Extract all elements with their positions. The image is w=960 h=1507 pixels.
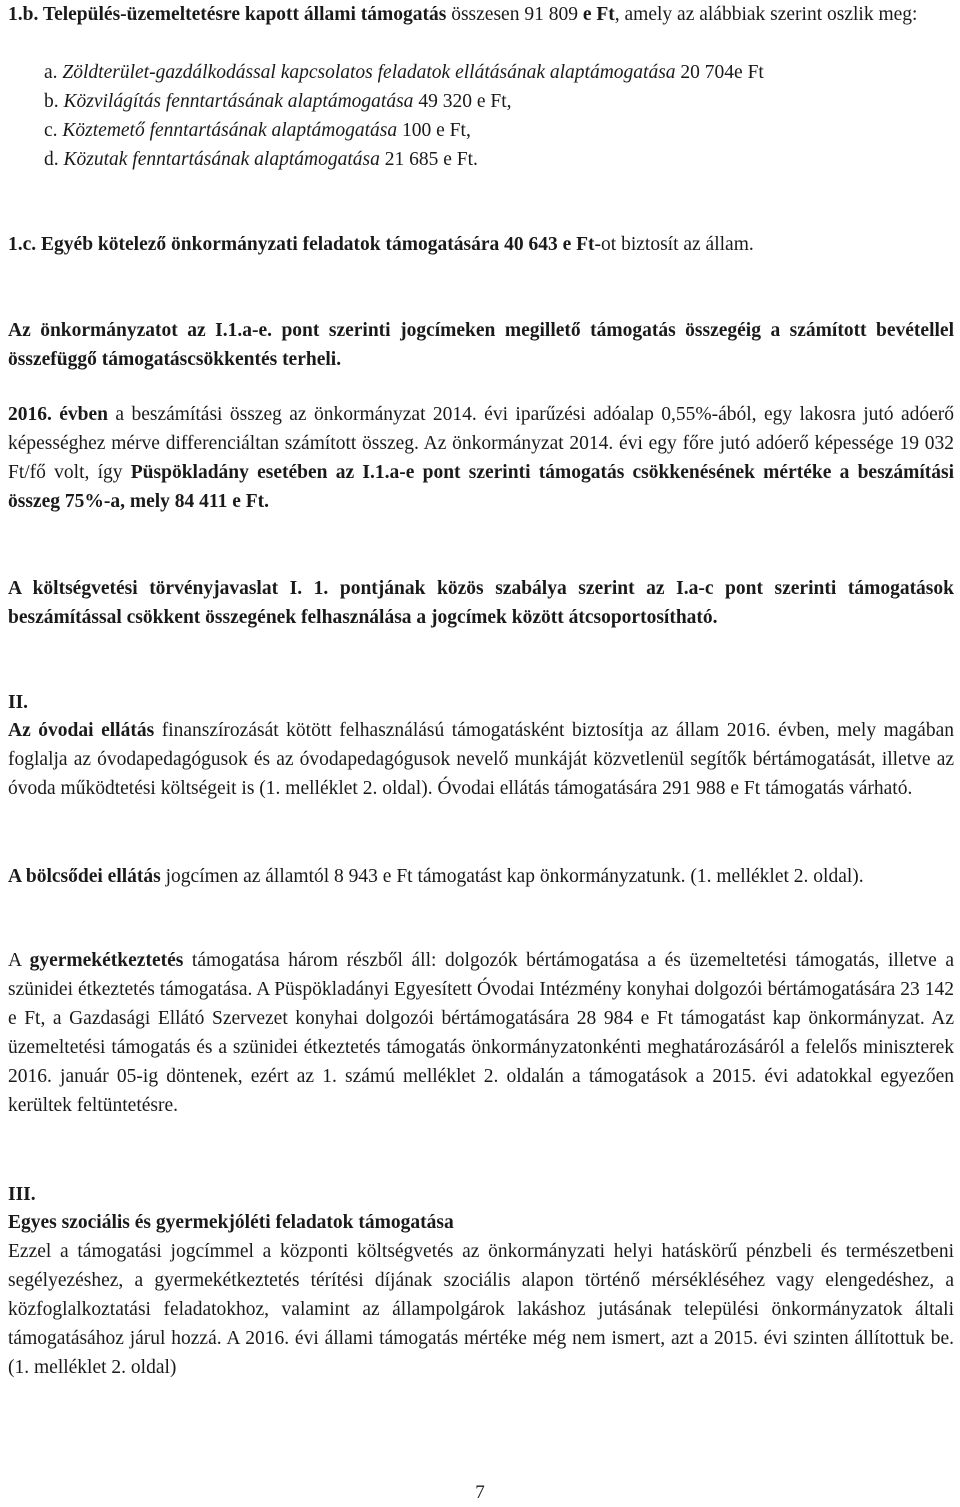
section-1c: 1.c. Egyéb kötelező önkormányzati feladatok támogatására 40 643 e Ft-ot biztosít az állam. (8, 234, 754, 255)
list-item: b. Közvilágítás fenntartásának alaptámogatása 49 320 e Ft, (44, 91, 512, 112)
section-1b-intro (8, 0, 954, 29)
nursery-paragraph: A bölcsődei ellátás jogcímen az államtól 8 943 e Ft támogatást kap önkormányzatunk. (1. melléklet 2. oldal). (8, 866, 864, 887)
list-item: a. Zöldterület-gazdálkodással kapcsolatos feladatok ellátásának alaptámogatása 20 704e Ft (44, 62, 764, 83)
section-1b-tail: , amely az alábbiak szerint oszlik meg: (614, 4, 918, 25)
calc-paragraph: 2016. évben a beszámítási összeg az önkormányzat 2014. évi iparűzési adóalap 0,55%-ából, egy lakosra jutó adóerő képességhez mérve differenciáltan számított összeg. Az önkormányzat 2014. évi egy főre jutó adóerő képessége 19 032 Ft/fő volt, így Püspökladány esetében az I.1.a-e pont szerinti támogatás csökkenésének mértéke a beszámítási összeg 75%-a, mely 84 411 e Ft. (8, 404, 955, 512)
section-II-heading: II. (8, 692, 29, 713)
page-number: 7 (475, 1482, 485, 1503)
list-item: c. Köztemető fenntartásának alaptámogatása 100 e Ft, (44, 120, 471, 141)
child-meals-paragraph: A gyermekétkeztetés támogatása három részből áll: dolgozók bértámogatása a és üzemeltetési támogatás, illetve a szünidei étkeztetés támogatása. A Püspökladányi Egyesített Óvodai Intézmény konyhai dolgozói bértámogatására 23 142 e Ft, a Gazdasági Ellátó Szervezet konyhai dolgozói bértámogatására 28 984 e Ft támogatást kap önkormányzat. Az üzemeltetési támogatás és a szünidei étkeztetés támogatás önkormányzatonkénti meghatározásáról a felelős miniszterek 2016. január 05-ig döntenek, ezért az 1. számú melléklet 2. oldalán a támogatások a 2015. évi adatokkal egyezően kerültek feltüntetésre. (8, 950, 954, 1116)
section-1b-lead: 1.b. Település-üzemeltetésre kapott állami támogatás (8, 4, 447, 25)
section-III-subheading: Egyes szociális és gyermekjóléti feladatok támogatása (8, 1212, 454, 1233)
section-1b-unit: e Ft (582, 4, 615, 25)
deduction-paragraph: Az önkormányzatot az I.1.a-e. pont szerinti jogcímeken megillető támogatás összegéig a számított bevétellel összefüggő támogatáscsökkentés terheli. (8, 320, 954, 370)
section-III-heading: III. (8, 1184, 36, 1205)
list-item: d. Közutak fenntartásának alaptámogatása 21 685 e Ft. (44, 149, 478, 170)
budget-bill-paragraph: A költségvetési törvényjavaslat I. 1. pontjának közös szabálya szerint az I.a-c pont szerinti támogatások beszámítással csökkent összegének felhasználása a jogcímek között átcsoportosítható. (8, 578, 954, 628)
section-1b-total: összesen 91 809 (446, 4, 583, 25)
kindergarten-paragraph: Az óvodai ellátás finanszírozását kötött felhasználású támogatásként biztosítja az állam 2016. évben, mely magában foglalja az óvodapedagógusok és az óvodapedagógusok nevelő munkáját közvetlenül segítők bértámogatását, illetve az óvoda működtetési költségeit is (1. melléklet 2. oldal). Óvodai ellátás támogatására 291 988 e Ft támogatás várható. (8, 720, 954, 799)
section-1b-list (44, 58, 954, 174)
social-support-paragraph: Ezzel a támogatási jogcímmel a központi költségvetés az önkormányzati helyi hatáskörű pénzbeli és természetbeni segélyezéshez, a gyermekétkeztetés térítési díjának szociális alapon történő mérsékléséhez vagy elengedéshez, a közfoglalkoztatási feladatokhoz, valamint az állampolgárok lakáshoz jutásának települési önkormányzatok általi támogatásához járul hozzá. A 2016. évi állami támogatás mértéke még nem ismert, azt a 2015. évi szinten állítottuk be. (1. melléklet 2. oldal) (8, 1241, 954, 1378)
